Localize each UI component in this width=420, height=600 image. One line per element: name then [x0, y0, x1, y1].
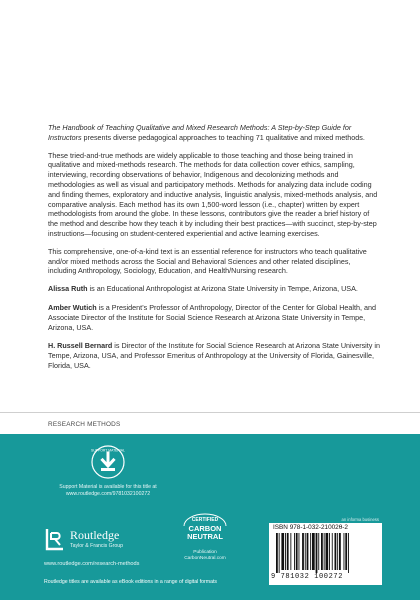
barcode-bar	[321, 533, 323, 570]
author-name: H. Russell Bernard	[48, 341, 113, 351]
teal-footer-panel	[0, 434, 420, 600]
barcode-bar	[337, 533, 338, 570]
support-material-icon	[90, 444, 126, 480]
author-bio-text: is Director of the Institute for Social Science Research at Arizona State University in Tempe, Arizona, USA, and Professor Emeritus of Anthropology at the University of Florida, Gainesville, Florida, USA.	[48, 341, 380, 370]
ebook-note: Routledge titles are available as eBook editions in a range of digital formats	[44, 579, 218, 585]
category-label: RESEARCH METHODS	[48, 421, 121, 428]
author-bio-3	[48, 341, 380, 370]
barcode-icon	[275, 533, 377, 573]
barcode-bar	[326, 533, 329, 570]
support-url[interactable]: www.routledge.com/9781032100272	[65, 491, 151, 497]
barcode-bar	[345, 533, 347, 570]
description-paragraph-2: These tried-and-true methods are widely applicable to those teaching and those being trained in qualitative and mixed-methods research. The methods for data collection cover ethics, sampling, interviewing, recording observations of behavior, Indigenous and decolonizing methods and methodologies as well as visual and participatory methods. Methods for analyzing data include coding and finding themes, exploratory and inductive analysis, linguistic analysis, mixed-methods analysis, and comparative analysis. Each method has its own 1,500-word lesson (i.e., chapter) written by expert methodologists from around the globe. In these lessons, contributors give the reader a brief history of the method and describe how they teach it by including their best practices—with succinct, step-by-step instructions—focusing on student-centered experiential and active learning exercises.	[48, 150, 378, 238]
back-cover-text	[48, 123, 380, 380]
carbon-certified-text: CERTIFIED	[191, 517, 219, 523]
barcode-bar	[312, 533, 315, 570]
carbon-publication: Publication	[193, 550, 217, 555]
description-paragraph-1	[48, 123, 380, 143]
barcode-bar	[324, 533, 325, 570]
publisher-group: Taylor & Francis Group	[70, 543, 124, 549]
barcode-bar	[290, 533, 291, 570]
barcode-bar	[285, 533, 286, 570]
book-title-italic: The Handbook of Teaching Qualitative and Mixed Research Methods: A Step-by-Step Guide for Instructors	[48, 123, 352, 142]
barcode-bar	[302, 533, 304, 570]
author-bio-text: is a President’s Professor of Anthropology, Director of the Center for Global Health, and Associate Director of the Institute for Social Science Research at Arizona State University in Tempe, Arizona, USA.	[48, 302, 376, 332]
barcode-bar	[299, 533, 300, 570]
isbn-label: ISBN 978-1-032-21002θ-2	[273, 524, 348, 531]
barcode-bar	[294, 533, 295, 570]
barcode-bar	[318, 533, 319, 570]
barcode-bar	[316, 533, 318, 573]
carbon-neutral-text: NEUTRAL	[187, 532, 223, 541]
category-bar	[0, 412, 420, 434]
barcode-bar	[335, 533, 337, 570]
barcode-bar	[305, 533, 306, 570]
support-material-block	[49, 444, 167, 498]
barcode-bar	[307, 533, 309, 570]
barcode-bar	[348, 533, 349, 573]
routledge-logo-icon	[44, 527, 66, 551]
carbon-neutral-logo-icon	[176, 512, 234, 544]
carbon-carbon-text: CARBON	[188, 524, 222, 533]
support-icon-text: SUPPORT MATERIAL	[91, 448, 125, 453]
barcode-bar	[332, 533, 333, 570]
barcode-bar	[279, 533, 280, 573]
author-bio-2	[48, 303, 380, 332]
carbon-text	[176, 550, 234, 562]
author-bio-text: is an Educational Anthropologist at Arizona State University in Tempe, Arizona, USA.	[87, 284, 358, 294]
author-bio-1	[48, 284, 380, 294]
barcode-digits: 9 781032 100272	[271, 573, 344, 581]
author-name: Alissa Ruth	[48, 284, 88, 294]
publisher-name: Routledge	[70, 528, 120, 542]
author-name: Amber Wutich	[48, 302, 97, 312]
barcode-bar	[276, 533, 278, 573]
barcode-bar	[287, 533, 289, 570]
carbon-neutral-block	[176, 512, 234, 562]
isbn-barcode-box	[269, 517, 382, 585]
barcode-bar	[296, 533, 298, 570]
publisher-url[interactable]: www.routledge.com/research-methods	[44, 561, 140, 567]
description-p1-rest: presents diverse pedagogical approaches to teaching 71 qualitative and mixed methods.	[81, 132, 365, 142]
barcode-bar	[344, 533, 345, 570]
barcode-bar	[310, 533, 311, 570]
support-line-1: Support Material is available for this title at	[59, 484, 157, 490]
barcode-bar	[329, 533, 330, 570]
support-text	[49, 484, 167, 498]
description-paragraph-3: This comprehensive, one-of-a-kind text is an essential reference for instructors who teach qualitative and/or mixed methods across the Social and Behavioral Sciences and other related disciplines, including Anthropology, Sociology, Education, and Health/Nursing research.	[48, 246, 367, 276]
barcode-bar	[339, 533, 341, 570]
carbon-site: CarbonNeutral.com	[184, 556, 226, 561]
barcode-bar	[281, 533, 284, 570]
informa-label: an informa business	[341, 517, 379, 522]
